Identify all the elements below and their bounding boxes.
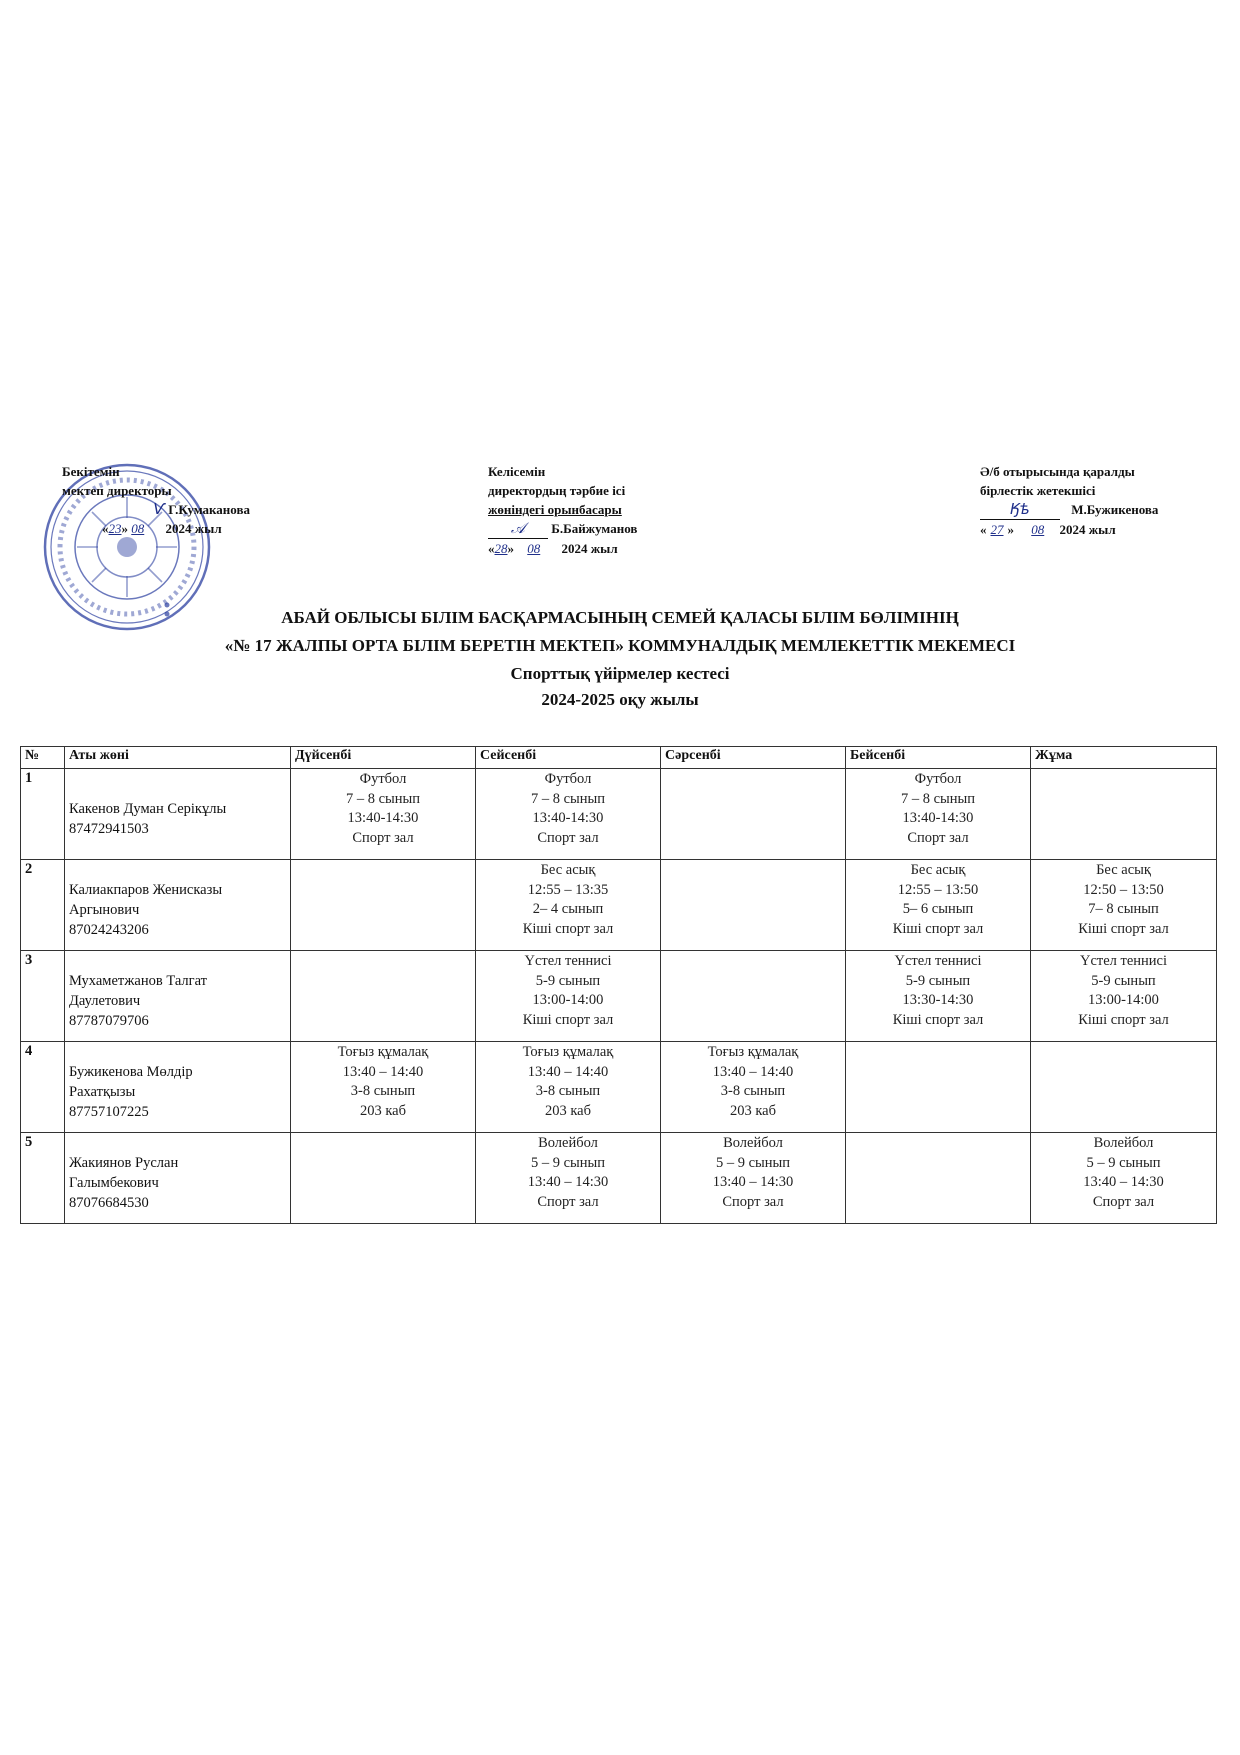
coach-cell (65, 1042, 291, 1133)
coach-name-line: Рахатқызы (69, 1083, 136, 1100)
schedule-cell (661, 951, 846, 1042)
activity-detail: 13:30-14:30 (902, 992, 974, 1008)
activity-detail: Спорт зал (1092, 1193, 1155, 1210)
coach-cell (65, 951, 291, 1042)
approval-date: «28» 08 2024 жыл (488, 541, 618, 556)
column-header: Жұма (1031, 747, 1217, 769)
document-subtitle: Спорттық үйірмелер кестесі (510, 664, 730, 683)
activity-name: Бес асық (910, 862, 966, 878)
activity-detail: 3-8 сынып (535, 1083, 601, 1099)
activity-detail: 13:00-14:00 (532, 992, 604, 1008)
document-title-line-2: «№ 17 ЖАЛПЫ ОРТА БІЛІМ БЕРЕТІН МЕКТЕП» КОММУНАЛДЫҚ МЕМЛЕКЕТТІК МЕКЕМЕСІ (224, 636, 1016, 655)
coach-name-line: Галымбекович (69, 1174, 159, 1191)
activity-detail: Кіші спорт зал (1078, 920, 1169, 937)
approval-signature-line (980, 500, 1180, 520)
signature-mark: Ѵ (153, 500, 166, 518)
activity-detail: Спорт зал (722, 1193, 784, 1210)
activity-name: Футбол (544, 771, 592, 787)
row-number: 1 (21, 769, 65, 860)
approval-methodic-union (980, 462, 1180, 539)
activity-name: Бес асық (540, 862, 596, 878)
coach-phone: 87472941503 (69, 820, 149, 837)
coach-name-line: Даулетович (69, 992, 141, 1009)
approval-date: «23» 08 2024 жыл (102, 521, 222, 536)
activity-detail: 7 – 8 сынып (900, 790, 976, 807)
approval-title: Бекітемін (62, 464, 120, 479)
schedule-cell (476, 769, 661, 860)
approval-title: Ә/б отырысында қаралды (980, 464, 1135, 479)
schedule-cell (1031, 1042, 1217, 1133)
column-header: Сәрсенбі (661, 747, 846, 769)
table-row (21, 1042, 1217, 1133)
schedule-cell (476, 1042, 661, 1133)
column-header: Аты жөні (65, 747, 291, 769)
schedule-cell (291, 951, 476, 1042)
schedule-cell (1031, 860, 1217, 951)
activity-detail: 203 каб (729, 1102, 776, 1119)
approval-director (62, 462, 282, 538)
activity-name: Үстел теннисі (894, 953, 982, 969)
row-number: 2 (21, 860, 65, 951)
coach-phone: 87076684530 (69, 1194, 149, 1211)
activity-detail: 203 каб (359, 1102, 406, 1119)
activity-name: Тоғыз құмалақ (522, 1044, 614, 1060)
activity-detail: 2– 4 сынып (532, 901, 604, 917)
schedule-cell (291, 1042, 476, 1133)
approval-role-2: жөніндегі орынбасары (488, 502, 622, 517)
schedule-cell (1031, 951, 1217, 1042)
table-row (21, 769, 1217, 860)
column-header: Сейсенбі (476, 747, 661, 769)
approval-role: бірлестік жетекшісі (980, 483, 1096, 498)
activity-detail: 3-8 сынып (720, 1083, 786, 1099)
activity-detail: 3-8 сынып (350, 1083, 416, 1099)
activity-detail: 13:40-14:30 (347, 810, 419, 826)
activity-name: Тоғыз құмалақ (707, 1044, 799, 1060)
approval-signature-line (488, 519, 698, 539)
activity-detail: 13:40 – 14:30 (527, 1174, 609, 1190)
schedule-cell (291, 769, 476, 860)
activity-detail: Спорт зал (537, 1193, 599, 1210)
activity-detail: 5-9 сынып (1091, 972, 1156, 989)
schedule-cell (291, 1133, 476, 1224)
activity-name: Футбол (914, 771, 962, 787)
activity-detail: 7 – 8 сынып (345, 790, 421, 807)
column-header: № (21, 747, 65, 769)
activity-name: Волейбол (723, 1135, 783, 1151)
coach-phone: 87787079706 (69, 1012, 149, 1029)
approval-name: Г.Кумаканова (168, 502, 250, 517)
activity-detail: 13:40 – 14:40 (342, 1063, 424, 1080)
schedule-cell (846, 769, 1031, 860)
activity-detail: 12:55 – 13:35 (527, 881, 609, 898)
activity-detail: Кіші спорт зал (892, 1011, 984, 1028)
activity-detail: Кіші спорт зал (1078, 1011, 1169, 1028)
schedule-cell (1031, 1133, 1217, 1224)
activity-detail: 5-9 сынып (905, 972, 971, 989)
schedule-cell (846, 951, 1031, 1042)
activity-name: Футбол (359, 771, 407, 787)
approval-title: Келісемін (488, 464, 546, 479)
schedule-cell (476, 951, 661, 1042)
row-number: 5 (21, 1133, 65, 1224)
activity-detail: Кіші спорт зал (892, 920, 984, 937)
activity-detail: 13:00-14:00 (1088, 992, 1159, 1008)
coach-phone: 87757107225 (69, 1103, 149, 1120)
schedule-cell (661, 1042, 846, 1133)
activity-name: Волейбол (538, 1135, 598, 1151)
activity-detail: 5-9 сынып (535, 972, 601, 989)
signature-mark: Ӄѣ (1010, 500, 1030, 518)
activity-detail: 5 – 9 сынып (715, 1154, 791, 1171)
coach-cell (65, 769, 291, 860)
coach-name-line: Жакиянов Руслан (69, 1154, 179, 1171)
coach-name-line: Какенов Думан Серікұлы (69, 800, 227, 817)
approval-role-1: директордың тәрбие ісі (488, 483, 626, 498)
activity-detail: 5 – 9 сынып (530, 1154, 606, 1171)
approval-deputy (488, 462, 698, 558)
table-row (21, 1133, 1217, 1224)
approval-name: Б.Байжуманов (551, 521, 638, 536)
activity-detail: Кіші спорт зал (522, 1011, 614, 1028)
row-number: 4 (21, 1042, 65, 1133)
activity-detail: 12:50 – 13:50 (1083, 881, 1164, 898)
activity-name: Бес асық (1096, 862, 1151, 878)
activity-detail: 203 каб (544, 1102, 591, 1119)
signature-mark: 𝒜 (510, 519, 526, 537)
coach-name-line: Аргынович (69, 901, 140, 918)
coach-name-line: Калиакпаров Женисказы (69, 881, 223, 898)
coach-cell (65, 860, 291, 951)
activity-detail: Спорт зал (352, 829, 414, 846)
schedule-cell (291, 860, 476, 951)
schedule-cell (661, 860, 846, 951)
approval-date: « 27 » 08 2024 жыл (980, 522, 1116, 537)
activity-detail: 7 – 8 сынып (530, 790, 606, 807)
activity-detail: 13:40 – 14:30 (712, 1174, 794, 1190)
activity-detail: 13:40-14:30 (902, 810, 974, 826)
schedule-cell (846, 1042, 1031, 1133)
table-row (21, 951, 1217, 1042)
activity-name: Үстел теннисі (524, 953, 612, 969)
schedule-cell (661, 1133, 846, 1224)
activity-name: Үстел теннисі (1079, 953, 1168, 969)
activity-detail: 5– 6 сынып (902, 901, 974, 917)
activity-detail: 13:40 – 14:40 (712, 1063, 794, 1080)
activity-detail: 13:40 – 14:40 (527, 1063, 609, 1080)
coach-phone: 87024243206 (69, 921, 149, 938)
activity-detail: 13:40 – 14:30 (1083, 1174, 1164, 1190)
table-row (21, 860, 1217, 951)
schedule-cell (846, 860, 1031, 951)
activity-detail: Спорт зал (537, 829, 599, 846)
activity-detail: 12:55 – 13:50 (897, 881, 979, 898)
coach-name-line: Бужикенова Мөлдір (69, 1063, 193, 1080)
activity-detail: 7– 8 сынып (1088, 901, 1159, 917)
approval-name: М.Бужикенова (1071, 502, 1159, 517)
activity-name: Волейбол (1093, 1135, 1154, 1151)
schedule-table (20, 746, 1217, 1224)
table-header-row (21, 747, 1217, 769)
schedule-cell (476, 1133, 661, 1224)
activity-detail: 13:40-14:30 (532, 810, 604, 826)
activity-detail: 5 – 9 сынып (1086, 1154, 1161, 1171)
activity-detail: Спорт зал (907, 829, 969, 846)
document-title-line-1: АБАЙ ОБЛЫСЫ БІЛІМ БАСҚАРМАСЫНЫҢ СЕМЕЙ ҚАЛАСЫ БІЛІМ БӨЛІМІНІҢ (281, 608, 959, 627)
schedule-cell (1031, 769, 1217, 860)
coach-cell (65, 1133, 291, 1224)
schedule-cell (476, 860, 661, 951)
approval-role: мектеп директоры (62, 483, 172, 498)
row-number: 3 (21, 951, 65, 1042)
column-header: Дүйсенбі (291, 747, 476, 769)
activity-name: Тоғыз құмалақ (337, 1044, 429, 1060)
column-header: Бейсенбі (846, 747, 1031, 769)
activity-detail: Кіші спорт зал (522, 920, 614, 937)
coach-name-line: Мухаметжанов Талгат (69, 972, 207, 989)
schedule-cell (661, 769, 846, 860)
schedule-cell (846, 1133, 1031, 1224)
academic-year: 2024-2025 оқу жылы (541, 690, 699, 709)
